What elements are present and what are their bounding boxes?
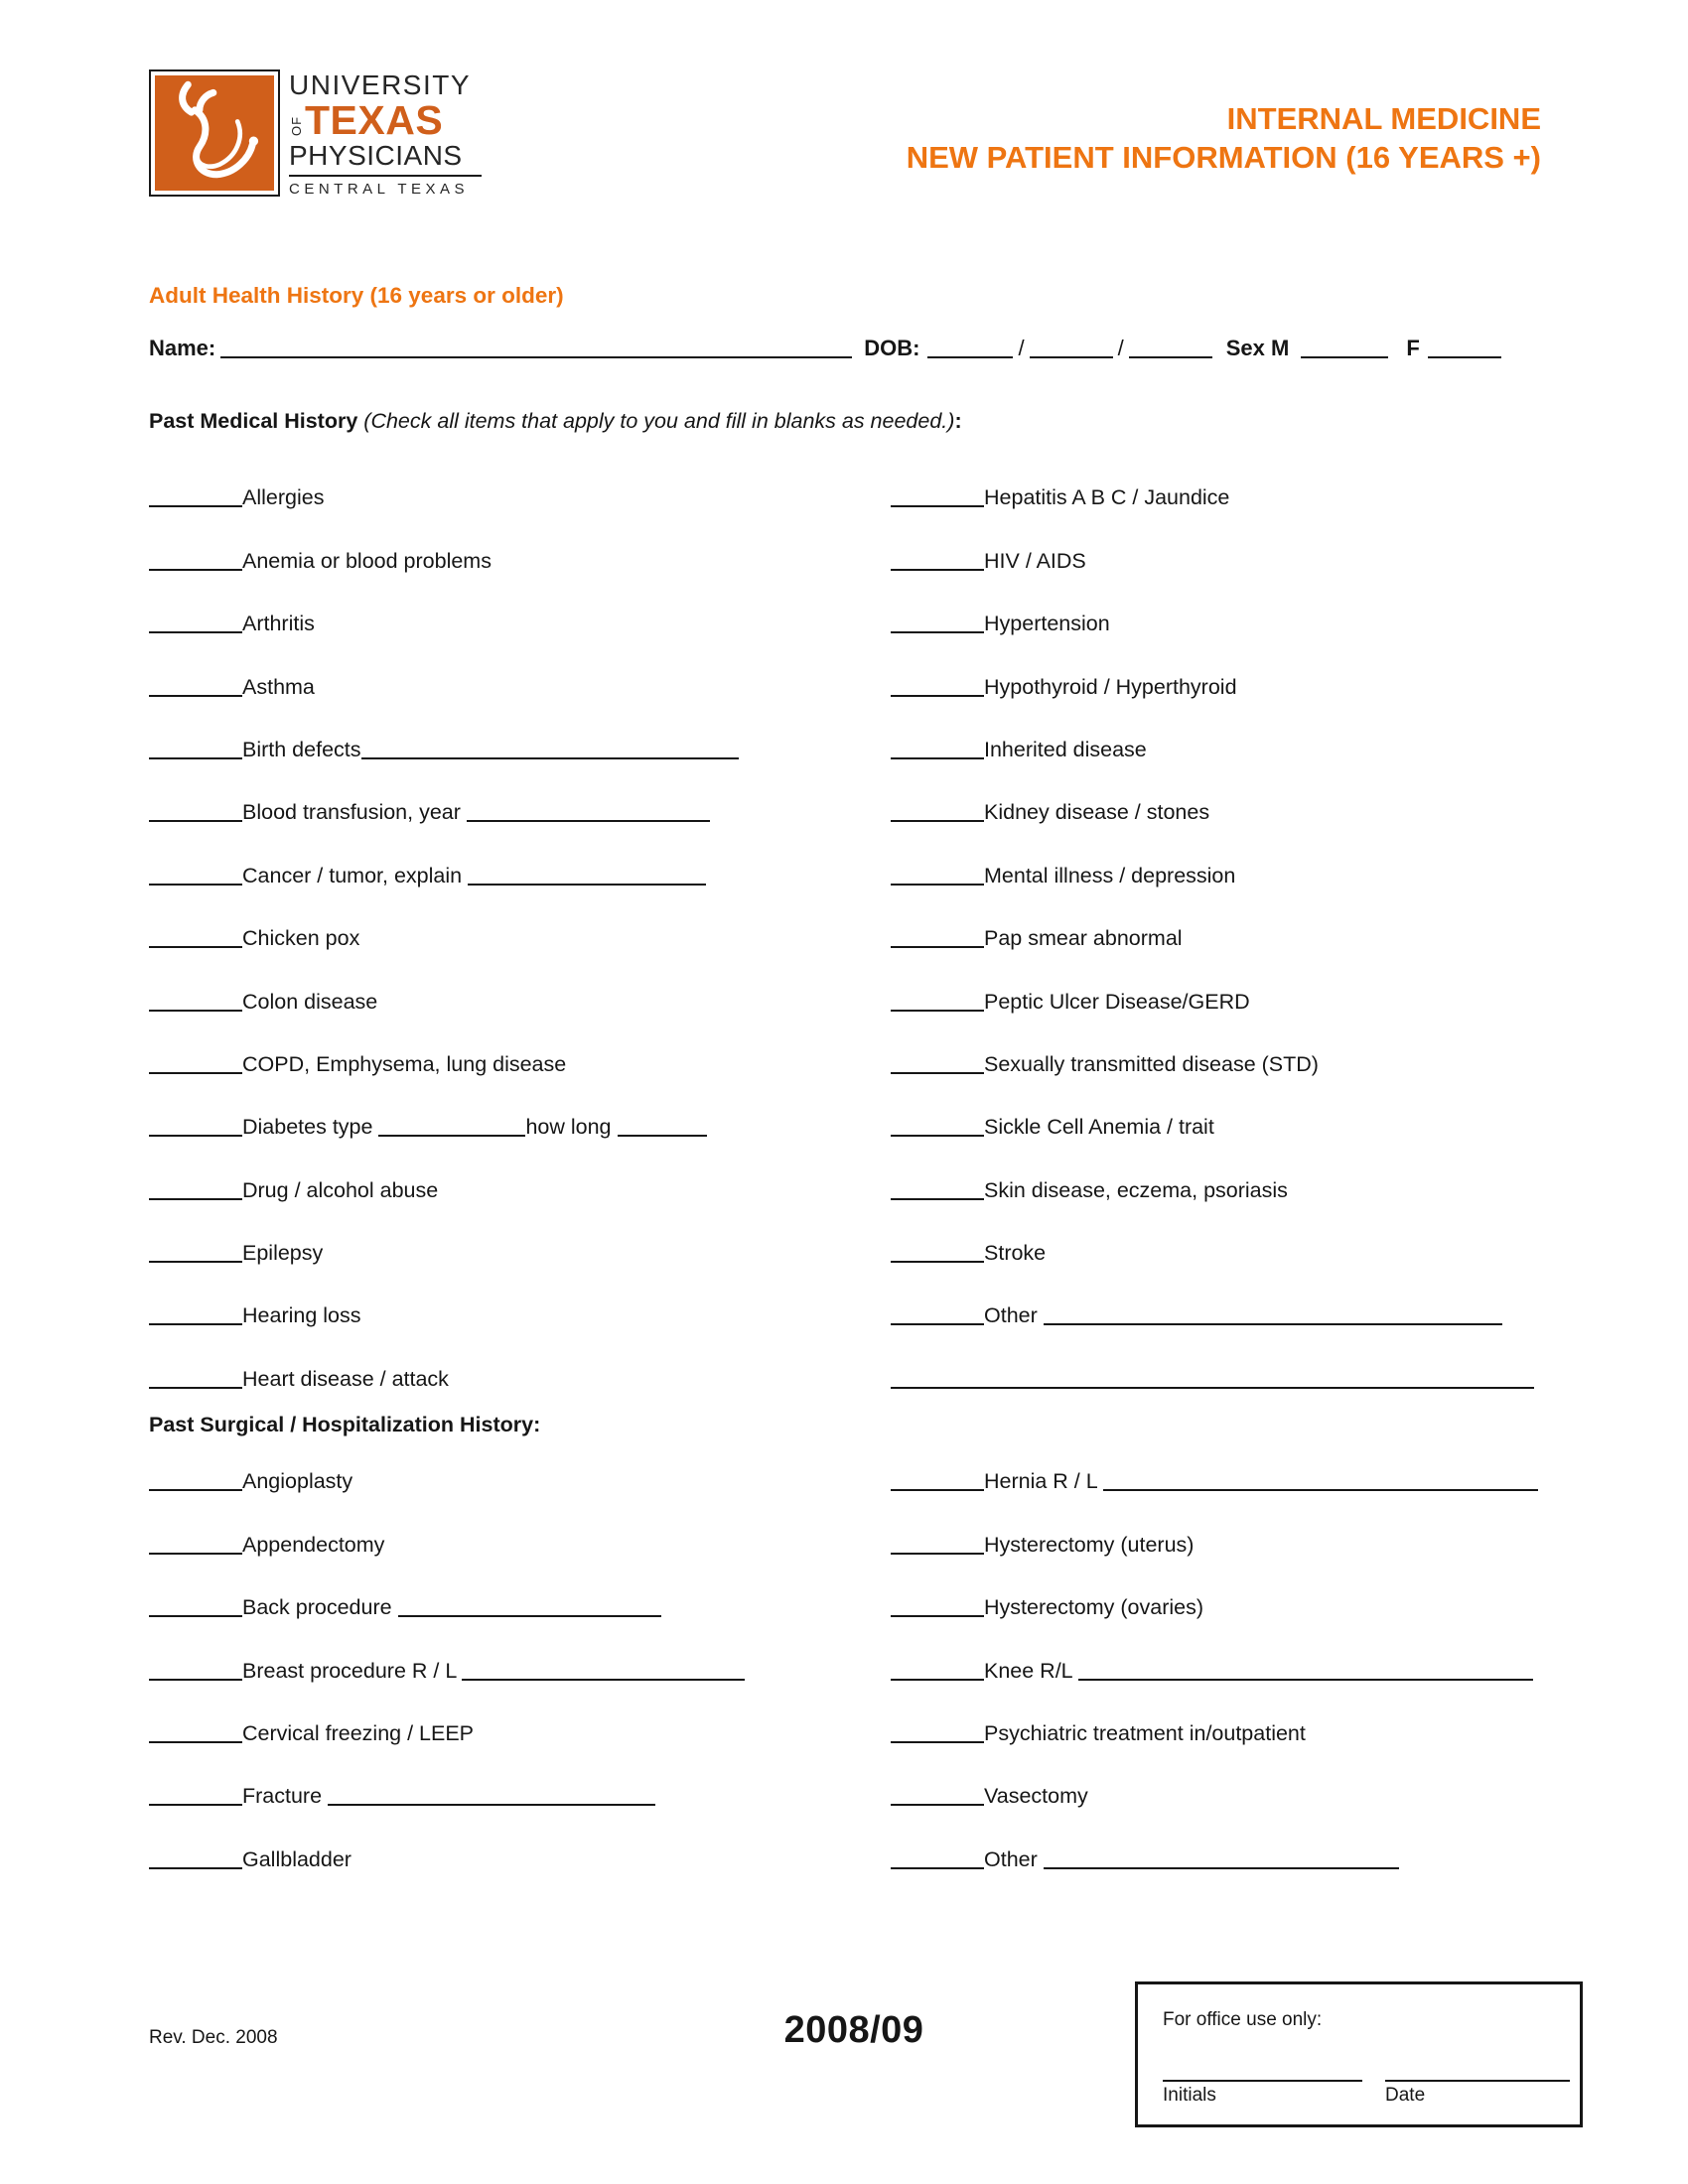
checklist-item xyxy=(891,762,1539,825)
checklist-item xyxy=(149,1558,891,1620)
checkbox-blank[interactable] xyxy=(149,1489,242,1491)
item-label: Stroke xyxy=(984,1241,1047,1266)
fill-in-blank[interactable] xyxy=(328,1804,655,1806)
item-label: Allergies xyxy=(242,485,325,510)
fill-in-blank[interactable] xyxy=(1044,1867,1399,1869)
checkbox-blank[interactable] xyxy=(149,946,242,948)
checkbox-blank[interactable] xyxy=(149,569,242,571)
checklist-item xyxy=(149,636,891,699)
fill-in-blank[interactable] xyxy=(468,884,706,886)
checklist-item xyxy=(149,574,891,636)
surgical-checklist-left-column xyxy=(149,1432,891,1872)
checklist-item xyxy=(149,1432,891,1494)
item-label: Skin disease, eczema, psoriasis xyxy=(984,1177,1288,1202)
checkbox-blank[interactable] xyxy=(149,757,242,759)
checklist-item xyxy=(891,1432,1539,1494)
checklist-item xyxy=(891,1809,1539,1871)
item-label: Diabetes type xyxy=(242,1115,379,1140)
checkbox-blank[interactable] xyxy=(149,695,242,697)
sex-female-label: F xyxy=(1406,336,1420,360)
checklist-item xyxy=(891,1684,1539,1746)
checkbox-blank[interactable] xyxy=(891,1198,984,1200)
dob-day-blank[interactable] xyxy=(1030,356,1113,358)
past-surgical-history-checklist xyxy=(149,1432,1539,1872)
checkbox-blank[interactable] xyxy=(149,1867,242,1869)
checkbox-blank[interactable] xyxy=(891,820,984,822)
sex-male-blank[interactable] xyxy=(1301,356,1388,358)
checkbox-blank[interactable] xyxy=(891,1679,984,1681)
checklist-item xyxy=(891,1015,1539,1077)
stethoscope-icon xyxy=(155,75,274,191)
item-label: how long xyxy=(525,1115,618,1140)
checklist-item xyxy=(891,636,1539,699)
checklist-item xyxy=(891,1746,1539,1809)
checklist-item xyxy=(891,1558,1539,1620)
checklist-item xyxy=(149,700,891,762)
checkbox-blank[interactable] xyxy=(891,505,984,507)
checklist-item xyxy=(149,510,891,573)
form-title-line1: INTERNAL MEDICINE xyxy=(1226,101,1541,136)
form-title xyxy=(907,99,1541,177)
logo-texas: TEXAS xyxy=(305,97,444,143)
logo-central-texas: CENTRAL TEXAS xyxy=(289,181,470,198)
sex-male-label: Sex M xyxy=(1225,336,1290,360)
checklist-item xyxy=(149,1140,891,1202)
item-label: Other xyxy=(984,1303,1044,1328)
pmh-heading-italic: (Check all items that apply to you and fill in blanks as needed.) xyxy=(363,409,955,433)
checklist-item xyxy=(149,825,891,887)
logo-text xyxy=(289,69,488,198)
checklist-item xyxy=(149,448,891,510)
checkbox-blank[interactable] xyxy=(891,1615,984,1617)
office-use-title: For office use only: xyxy=(1163,2009,1323,2030)
checklist-item xyxy=(891,1494,1539,1557)
name-blank[interactable] xyxy=(220,356,852,358)
dob-slash-2: / xyxy=(1117,336,1124,360)
logo-of: OF xyxy=(289,115,304,136)
fill-in-blank[interactable] xyxy=(398,1615,661,1617)
checkbox-blank[interactable] xyxy=(891,1010,984,1012)
checkbox-blank[interactable] xyxy=(149,1553,242,1555)
item-label: Fracture xyxy=(242,1784,329,1809)
checkbox-blank[interactable] xyxy=(891,1867,984,1869)
checklist-item xyxy=(149,1328,891,1391)
item-label: Hysterectomy (ovaries) xyxy=(984,1595,1204,1620)
checkbox-blank[interactable] xyxy=(149,1615,242,1617)
item-label: Anemia or blood problems xyxy=(242,548,492,573)
checklist-item xyxy=(149,1077,891,1140)
adult-health-history-heading: Adult Health History (16 years or older) xyxy=(149,283,564,308)
item-label: Appendectomy xyxy=(242,1532,385,1557)
item-label: Hypothyroid / Hyperthyroid xyxy=(984,674,1237,699)
initials-label: Initials xyxy=(1163,2085,1216,2106)
checkbox-blank[interactable] xyxy=(891,1741,984,1743)
checklist-item xyxy=(149,1809,891,1871)
item-label: Heart disease / attack xyxy=(242,1366,449,1391)
dob-label: DOB: xyxy=(864,336,920,360)
item-label: Other xyxy=(984,1846,1044,1871)
item-label: Hepatitis A B C / Jaundice xyxy=(984,485,1230,510)
checkbox-blank[interactable] xyxy=(149,631,242,633)
item-label: HIV / AIDS xyxy=(984,548,1086,573)
sex-female-blank[interactable] xyxy=(1428,356,1501,358)
item-label: Vasectomy xyxy=(984,1784,1088,1809)
form-title-line2: NEW PATIENT INFORMATION (16 YEARS +) xyxy=(906,140,1541,175)
checklist-item xyxy=(149,1684,891,1746)
item-label: Hysterectomy (uterus) xyxy=(984,1532,1195,1557)
item-label: Breast procedure R / L xyxy=(242,1658,463,1683)
checklist-item xyxy=(891,1077,1539,1140)
checkbox-blank[interactable] xyxy=(149,1323,242,1325)
checkbox-blank[interactable] xyxy=(891,884,984,886)
item-label: Back procedure xyxy=(242,1595,398,1620)
fill-in-blank[interactable] xyxy=(467,820,710,822)
fill-in-blank[interactable] xyxy=(462,1679,745,1681)
revision-date: Rev. Dec. 2008 xyxy=(149,2027,278,2048)
checklist-item xyxy=(891,888,1539,951)
checkbox-blank[interactable] xyxy=(891,1261,984,1263)
checkbox-blank[interactable] xyxy=(149,820,242,822)
past-medical-history-heading xyxy=(149,409,962,434)
fill-in-blank[interactable] xyxy=(1078,1679,1533,1681)
fill-in-blank[interactable] xyxy=(1103,1489,1538,1491)
dob-slash-1: / xyxy=(1018,336,1025,360)
logo-divider xyxy=(289,175,482,177)
checkbox-blank[interactable] xyxy=(891,631,984,633)
item-label: COPD, Emphysema, lung disease xyxy=(242,1051,567,1076)
past-medical-history-checklist xyxy=(149,448,1539,1392)
dob-year-blank[interactable] xyxy=(1129,356,1212,358)
dob-month-blank[interactable] xyxy=(927,356,1013,358)
item-label: Pap smear abnormal xyxy=(984,926,1183,951)
item-label: Arthritis xyxy=(242,612,315,636)
checkbox-blank[interactable] xyxy=(891,1135,984,1137)
checklist-item xyxy=(891,700,1539,762)
checkbox-blank[interactable] xyxy=(891,1489,984,1491)
item-label: Angioplasty xyxy=(242,1469,353,1494)
checkbox-blank[interactable] xyxy=(891,757,984,759)
item-label: Colon disease xyxy=(242,989,378,1014)
past-surgical-history-heading: Past Surgical / Hospitalization History: xyxy=(149,1413,541,1436)
fill-in-blank[interactable] xyxy=(1044,1323,1502,1325)
fill-in-blank[interactable] xyxy=(891,1387,1534,1389)
checkbox-blank[interactable] xyxy=(149,1387,242,1389)
checklist-item xyxy=(149,1746,891,1809)
item-label: Knee R/L xyxy=(984,1658,1078,1683)
checklist-item xyxy=(891,1203,1539,1266)
university-of-texas-physicians-logo xyxy=(149,69,488,198)
item-label: Cervical freezing / LEEP xyxy=(242,1720,475,1745)
checklist-item xyxy=(891,1266,1539,1328)
fill-in-blank[interactable] xyxy=(378,1135,525,1137)
date-blank[interactable] xyxy=(1385,2080,1570,2082)
checklist-item xyxy=(149,1494,891,1557)
checkbox-blank[interactable] xyxy=(149,1261,242,1263)
logo-university: UNIVERSITY xyxy=(289,69,472,100)
checklist-item xyxy=(149,1266,891,1328)
checkbox-blank[interactable] xyxy=(891,1072,984,1074)
item-label: Birth defects xyxy=(242,737,361,761)
patient-identity-row xyxy=(149,336,1511,361)
medical-checklist-right-column xyxy=(891,448,1539,1392)
initials-blank[interactable] xyxy=(1163,2080,1362,2082)
item-label: Gallbladder xyxy=(242,1846,352,1871)
item-label: Hypertension xyxy=(984,612,1110,636)
item-label: Mental illness / depression xyxy=(984,863,1236,887)
checklist-item xyxy=(891,510,1539,573)
checkbox-blank[interactable] xyxy=(149,1198,242,1200)
checkbox-blank[interactable] xyxy=(891,1804,984,1806)
checkbox-blank[interactable] xyxy=(891,1323,984,1325)
checklist-item xyxy=(891,1140,1539,1202)
checklist-item xyxy=(149,1620,891,1683)
item-label: Sickle Cell Anemia / trait xyxy=(984,1115,1214,1140)
checklist-item xyxy=(149,1203,891,1266)
medical-checklist-left-column xyxy=(149,448,891,1392)
checklist-item xyxy=(149,951,891,1014)
checkbox-blank[interactable] xyxy=(149,1135,242,1137)
checkbox-blank[interactable] xyxy=(149,505,242,507)
name-label: Name: xyxy=(149,336,216,360)
item-label: Cancer / tumor, explain xyxy=(242,863,469,887)
item-label: Inherited disease xyxy=(984,737,1147,761)
item-label: Psychiatric treatment in/outpatient xyxy=(984,1720,1306,1745)
checklist-item xyxy=(891,1328,1539,1391)
item-label: Asthma xyxy=(242,674,315,699)
office-use-box xyxy=(1135,1981,1583,2127)
item-label: Blood transfusion, year xyxy=(242,800,467,825)
checkbox-blank[interactable] xyxy=(149,884,242,886)
checklist-item xyxy=(891,825,1539,887)
checkbox-blank[interactable] xyxy=(891,1553,984,1555)
checkbox-blank[interactable] xyxy=(149,1741,242,1743)
checkbox-blank[interactable] xyxy=(149,1679,242,1681)
item-label: Hernia R / L xyxy=(984,1469,1103,1494)
checklist-item xyxy=(891,448,1539,510)
fill-in-blank[interactable] xyxy=(618,1135,707,1137)
pmh-heading-bold: Past Medical History xyxy=(149,409,364,433)
checkbox-blank[interactable] xyxy=(891,695,984,697)
checklist-item xyxy=(149,762,891,825)
item-label: Peptic Ulcer Disease/GERD xyxy=(984,989,1250,1014)
checkbox-blank[interactable] xyxy=(149,1072,242,1074)
item-label: Drug / alcohol abuse xyxy=(242,1177,439,1202)
checklist-item xyxy=(891,1620,1539,1683)
checklist-item xyxy=(891,574,1539,636)
checklist-item xyxy=(891,951,1539,1014)
checklist-item xyxy=(149,888,891,951)
surgical-checklist-right-column xyxy=(891,1432,1539,1872)
logo-physicians: PHYSICIANS xyxy=(289,140,463,171)
logo-square xyxy=(149,69,280,197)
pmh-heading-colon: : xyxy=(954,409,962,433)
item-label: Epilepsy xyxy=(242,1241,324,1266)
fill-in-blank[interactable] xyxy=(361,757,739,759)
item-label: Hearing loss xyxy=(242,1303,361,1328)
checkbox-blank[interactable] xyxy=(149,1804,242,1806)
checkbox-blank[interactable] xyxy=(891,569,984,571)
checkbox-blank[interactable] xyxy=(149,1010,242,1012)
checklist-item xyxy=(149,1015,891,1077)
date-label: Date xyxy=(1385,2085,1426,2106)
checkbox-blank[interactable] xyxy=(891,946,984,948)
item-label: Chicken pox xyxy=(242,926,360,951)
item-label: Sexually transmitted disease (STD) xyxy=(984,1051,1319,1076)
item-label: Kidney disease / stones xyxy=(984,800,1210,825)
form-year: 2008/09 xyxy=(783,2009,924,2051)
